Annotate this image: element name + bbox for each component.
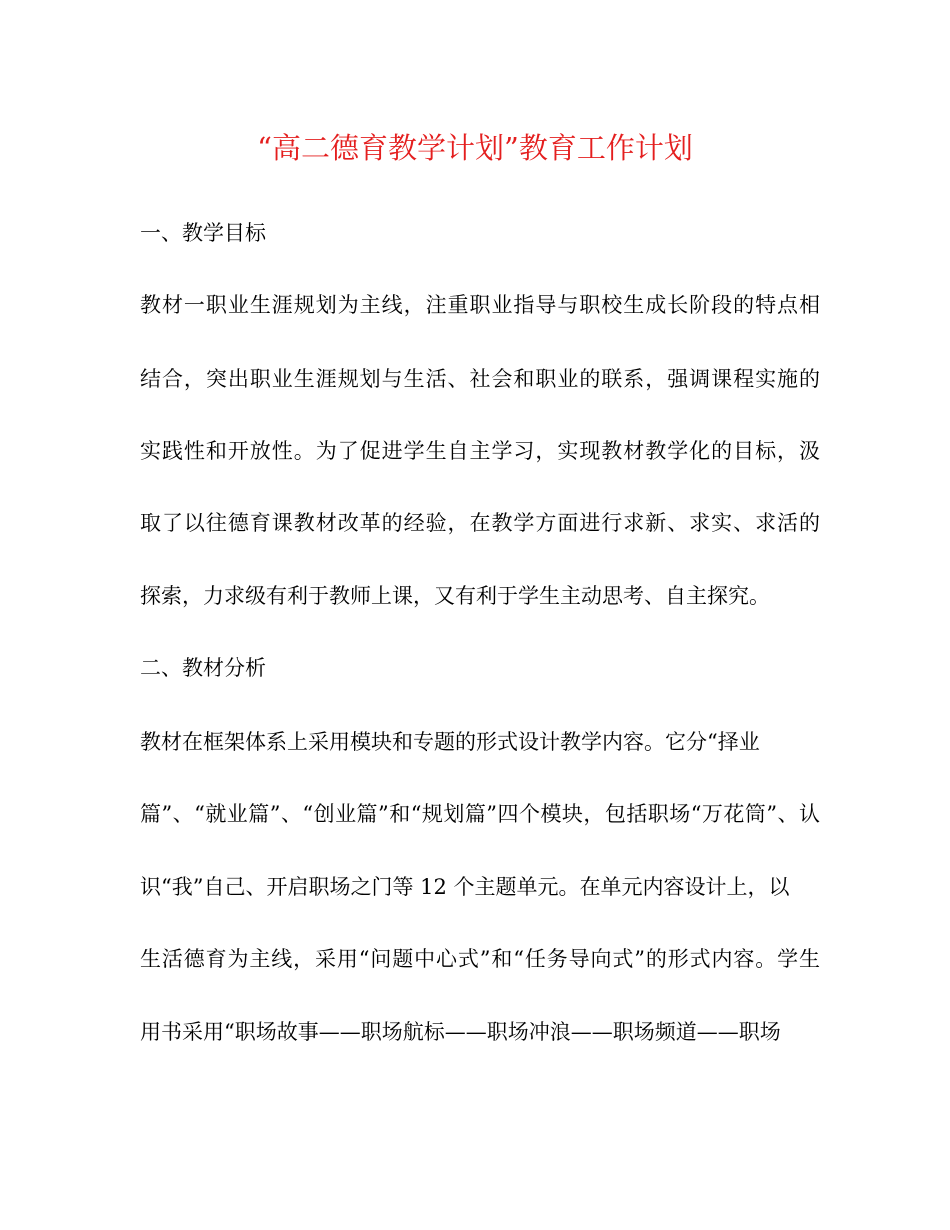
paragraph-line: 实践性和开放性。为了促进学生自主学习，实现教材教学化的目标，汲 <box>140 439 820 463</box>
section-heading-teaching-goals: 一、教学目标 <box>140 221 266 245</box>
paragraph-line: 识“我”自己、开启职场之门等 12 个主题单元。在单元内容设计上，以 <box>140 875 790 899</box>
paragraph-line: 用书采用“职场故事——职场航标——职场冲浪——职场频道——职场 <box>140 1020 781 1044</box>
section-heading-material-analysis: 二、教材分析 <box>140 656 266 680</box>
paragraph-line: 教材一职业生涯规划为主线，注重职业指导与职校生成长阶段的特点相 <box>140 293 820 317</box>
paragraph-line: 篇”、“就业篇”、“创业篇”和“规划篇”四个模块，包括职场“万花筒”、认 <box>140 802 820 826</box>
paragraph-line: 教材在框架体系上采用模块和专题的形式设计教学内容。它分“择业 <box>140 730 760 754</box>
paragraph-line: 生活德育为主线，采用“问题中心式”和“任务导向式”的形式内容。学生 <box>140 947 820 971</box>
document-title: “高二德育教学计划”教育工作计划 <box>257 131 693 165</box>
paragraph-line: 探索，力求级有利于教师上课，又有利于学生主动思考、自主探究。 <box>140 584 770 608</box>
paragraph-line: 取了以往德育课教材改革的经验，在教学方面进行求新、求实、求活的 <box>140 511 820 535</box>
paragraph-line: 结合，突出职业生涯规划与生活、社会和职业的联系，强调课程实施的 <box>140 367 820 391</box>
